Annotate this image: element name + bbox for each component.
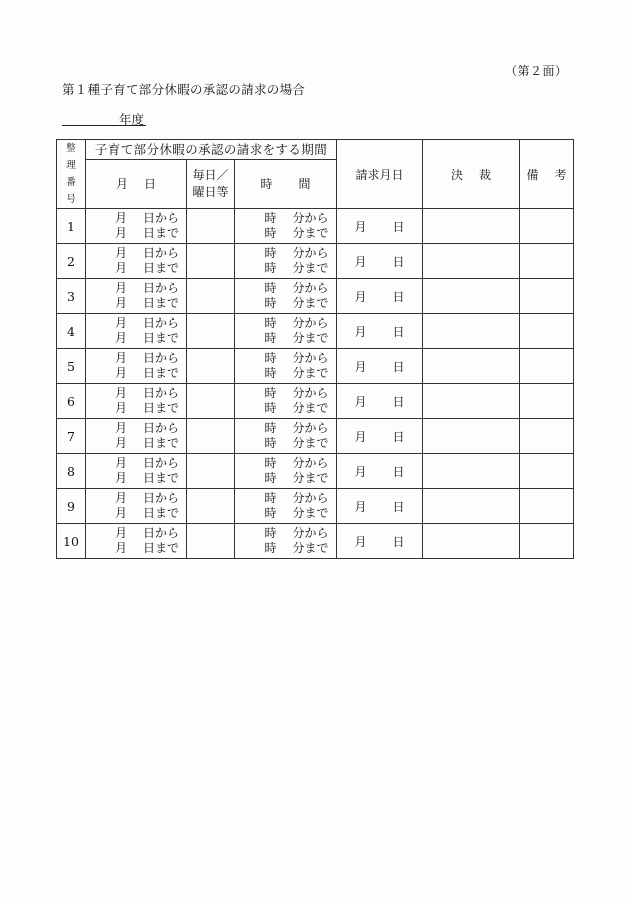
decision-cell[interactable] [423,419,520,454]
remarks-cell[interactable] [520,244,574,279]
table-row [57,209,574,244]
table-row [57,489,574,524]
time-range-cell[interactable]: 時 分から 時 分まで [235,419,337,454]
date-range-cell[interactable]: 月 日から 月 日まで [86,524,187,559]
table-row [57,384,574,419]
decision-cell[interactable] [423,524,520,559]
row-seq-number: 7 [57,419,86,454]
page-number: （第２面） [505,64,568,78]
weekday-cell[interactable] [187,349,235,384]
request-date-cell[interactable]: 月 日 [337,489,423,524]
date-range-cell[interactable]: 月 日から 月 日まで [86,489,187,524]
header-remarks: 備 考 [520,140,574,209]
request-date-cell[interactable]: 月 日 [337,349,423,384]
request-date-cell[interactable]: 月 日 [337,244,423,279]
header-time: 時 間 [235,159,337,208]
row-seq-number: 3 [57,279,86,314]
request-date-cell[interactable]: 月 日 [337,454,423,489]
weekday-cell[interactable] [187,419,235,454]
request-date-cell[interactable]: 月 日 [337,279,423,314]
date-range-cell[interactable]: 月 日から 月 日まで [86,314,187,349]
weekday-cell[interactable] [187,384,235,419]
decision-cell[interactable] [423,209,520,244]
date-range-cell[interactable]: 月 日から 月 日まで [86,454,187,489]
request-date-cell[interactable]: 月 日 [337,314,423,349]
time-range-cell[interactable]: 時 分から 時 分まで [235,454,337,489]
header-month-day: 月 日 [86,159,187,208]
row-seq-number: 2 [57,244,86,279]
time-range-cell[interactable]: 時 分から 時 分まで [235,244,337,279]
remarks-cell[interactable] [520,419,574,454]
weekday-cell[interactable] [187,454,235,489]
date-range-cell[interactable]: 月 日から 月 日まで [86,419,187,454]
remarks-cell[interactable] [520,524,574,559]
row-seq-number: 1 [57,209,86,244]
decision-cell[interactable] [423,279,520,314]
date-range-cell[interactable]: 月 日から 月 日まで [86,349,187,384]
weekday-cell[interactable] [187,209,235,244]
weekday-cell[interactable] [187,244,235,279]
document-title: 第１種子育て部分休暇の承認の請求の場合 [62,82,306,97]
table-row [57,349,574,384]
remarks-cell[interactable] [520,314,574,349]
remarks-cell[interactable] [520,209,574,244]
remarks-cell[interactable] [520,454,574,489]
decision-cell[interactable] [423,314,520,349]
row-seq-number: 8 [57,454,86,489]
table-row [57,419,574,454]
childcare-leave-request-table [56,139,574,559]
row-seq-number: 6 [57,384,86,419]
decision-cell[interactable] [423,454,520,489]
weekday-cell[interactable] [187,279,235,314]
weekday-cell[interactable] [187,489,235,524]
decision-cell[interactable] [423,244,520,279]
date-range-cell[interactable]: 月 日から 月 日まで [86,279,187,314]
table-row [57,314,574,349]
header-seq-number: 整 理 番 号 [57,140,86,209]
header-request-date: 請求月日 [337,140,423,209]
table-row [57,244,574,279]
table-row [57,279,574,314]
row-seq-number: 4 [57,314,86,349]
fiscal-year-field[interactable] [62,110,146,126]
request-date-cell[interactable]: 月 日 [337,419,423,454]
request-date-cell[interactable]: 月 日 [337,384,423,419]
decision-cell[interactable] [423,349,520,384]
row-seq-number: 5 [57,349,86,384]
request-date-cell[interactable]: 月 日 [337,209,423,244]
table-row [57,524,574,559]
header-leave-period: 子育て部分休暇の承認の請求をする期間 [86,140,337,160]
time-range-cell[interactable]: 時 分から 時 分まで [235,314,337,349]
remarks-cell[interactable] [520,384,574,419]
decision-cell[interactable] [423,384,520,419]
remarks-cell[interactable] [520,349,574,384]
time-range-cell[interactable]: 時 分から 時 分まで [235,279,337,314]
time-range-cell[interactable]: 時 分から 時 分まで [235,349,337,384]
request-date-cell[interactable]: 月 日 [337,524,423,559]
time-range-cell[interactable]: 時 分から 時 分まで [235,524,337,559]
remarks-cell[interactable] [520,489,574,524]
decision-cell[interactable] [423,489,520,524]
fiscal-year-label: 年度 [118,112,144,127]
row-seq-number: 9 [57,489,86,524]
time-range-cell[interactable]: 時 分から 時 分まで [235,384,337,419]
remarks-cell[interactable] [520,279,574,314]
header-weekday: 毎日／ 曜日等 [187,159,235,208]
time-range-cell[interactable]: 時 分から 時 分まで [235,209,337,244]
date-range-cell[interactable]: 月 日から 月 日まで [86,209,187,244]
date-range-cell[interactable]: 月 日から 月 日まで [86,244,187,279]
weekday-cell[interactable] [187,524,235,559]
header-decision: 決 裁 [423,140,520,209]
row-seq-number: 10 [57,524,86,559]
table-row [57,454,574,489]
time-range-cell[interactable]: 時 分から 時 分まで [235,489,337,524]
weekday-cell[interactable] [187,314,235,349]
date-range-cell[interactable]: 月 日から 月 日まで [86,384,187,419]
